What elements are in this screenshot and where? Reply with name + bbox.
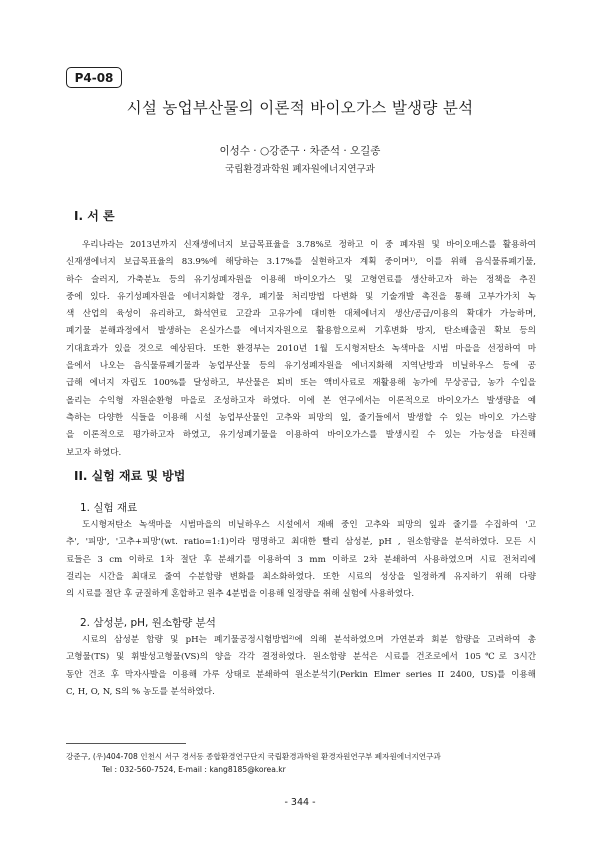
text-line: 기대효과가 있을 것으로 예상된다. 또한 환경부는 2010년 1월 도시형저탄소 녹색마을 시범 마을을 선정하여 마 <box>66 343 536 354</box>
paper-title: 시설 농업부산물의 이론적 바이오가스 발생량 분석 <box>126 99 474 117</box>
text-line: 폐기물 분해과정에서 발생하는 온실가스를 에너지자원으로 활용함으로써 기후변화 방지, 탄소배출권 확보 등의 <box>66 326 536 337</box>
text-line: 도시형저탄소 녹색마을 시범마을의 비닐하우스 시설에서 재배 중인 고추와 피망의 잎과 줄기를 수집하여 '고 <box>82 520 536 530</box>
text-line: 을 이론적으로 평가하고자 하였고, 유기성폐기물을 이용하여 바이오가스를 발생시킬 수 있는 가능성을 타진해 <box>66 430 536 441</box>
footnote-divider <box>66 743 186 744</box>
text-line: 보고자 하였다. <box>66 447 122 458</box>
text-line: 신재생에너지 보급목표율의 83.9%에 해당하는 3.17%를 실현하고자 계획 중이며¹⁾, 이를 위해 음식물류폐기물, <box>66 257 536 268</box>
text-line: 측하는 다양한 식들을 이용해 시설 농업부산물인 고추와 피망의 잎, 줄기들에서 발생할 수 있는 바이오 가스량 <box>66 412 536 423</box>
text-line: 료들은 3 cm 이하로 1차 절단 후 분쇄기를 이용하여 3 mm 이하로 2차 분쇄하여 사용하였으며 시료 전처리에 <box>66 554 536 565</box>
text-line: 올리는 수익형 자원순환형 마을로 조성하고자 하였다. 이에 본 연구에서는 이론적으로 바이오가스 발생량을 예 <box>66 395 536 406</box>
text-line: 걸리는 시간을 최대로 줄여 수분함량 변화를 최소화하였다. 또한 시료의 성상을 일정하게 유지하기 위해 다량 <box>66 571 536 582</box>
affiliation: 국립환경과학원 폐자원에너지연구과 <box>225 164 375 175</box>
introduction-paragraph <box>66 237 536 462</box>
text-line: 색 산업의 육성이 유리하고, 화석연료 고갈과 고유가에 대비한 대체에너지 생산/공급/이용의 확대가 가능하며, <box>66 309 536 320</box>
subsection-heading-materials: 1. 실험 재료 <box>80 502 138 514</box>
text-line: C, H, O, N, S의 % 농도를 분석하였다. <box>66 686 215 697</box>
text-line: 동안 건조 후 막자사발을 이용해 가루 상태로 분쇄하여 원소분석기(Perkin Elmer series II 2400, US)를 이용해 <box>66 669 536 680</box>
analysis-paragraph <box>66 632 536 701</box>
text-line: 급해 에너지 자립도 100%를 달성하고, 부산물은 퇴비 또는 액비사료로 재활용해 농가에 무상공급, 농가 수입을 <box>66 378 536 389</box>
text-line: 시료의 삼성분 함량 및 pH는 폐기물공정시험방법²⁾에 의해 분석하였으며 가연분과 회분 함량을 고려하여 총 <box>82 635 536 645</box>
footnote-address: 강준구, (우)404-708 인천시 서구 경서동 종합환경연구단지 국립환경과학원 환경자원연구부 폐자원에너지연구과 <box>66 752 441 761</box>
page-number: - 344 - <box>284 797 316 808</box>
text-line: 의 시료를 절단 후 균질하게 혼합하고 원추 4분법을 이용해 일정량을 취해 실험에 사용하였다. <box>66 589 415 600</box>
text-line: 중에 있다. 유기성폐자원을 에너지화할 경우, 폐기물 처리방법 다변화 및 기술개발 촉진을 통해 고부가가치 녹 <box>66 291 536 302</box>
subsection-heading-analysis: 2. 삼성분, pH, 원소함량 분석 <box>80 617 216 629</box>
author-list: 이성수 · ○강준구 · 차준석 · 오길종 <box>219 145 381 157</box>
section-heading-introduction: I. 서 론 <box>74 209 115 223</box>
text-line: 우리나라는 2013년까지 신재생에너지 보급목표율을 3.78%로 정하고 이 중 폐자원 및 바이오매스를 활용하여 <box>82 240 536 250</box>
footnote <box>66 750 536 776</box>
footnote-contact: Tel : 032-560-7524, E-mail : kang8185@korea.kr <box>102 765 286 774</box>
materials-paragraph <box>66 517 536 603</box>
session-code-badge: P4-08 <box>66 67 122 88</box>
text-line: 하수 슬러지, 가축분뇨 등의 유기성폐자원을 이용해 바이오가스 및 고형연료를 생산하고자 하는 정책을 추진 <box>66 274 536 285</box>
text-line: 추', '피망', '고추+피망'(wt. ratio=1:1)이라 명명하고 최대한 빨리 삼성분, pH , 원소함량을 분석하였다. 모든 시 <box>66 537 536 548</box>
text-line: 고형물(TS) 및 휘발성고형물(VS)의 양을 각각 결정하였다. 원소함량 분석은 시료를 건조로에서 105℃로 3시간 <box>66 652 536 663</box>
text-line: 을에서 나오는 음식물류폐기물과 농업부산물 등의 유기성폐자원을 에너지화해 지역난방과 비닐하우스 등에 공 <box>66 361 536 372</box>
section-heading-methods: II. 실험 재료 및 방법 <box>74 469 186 483</box>
